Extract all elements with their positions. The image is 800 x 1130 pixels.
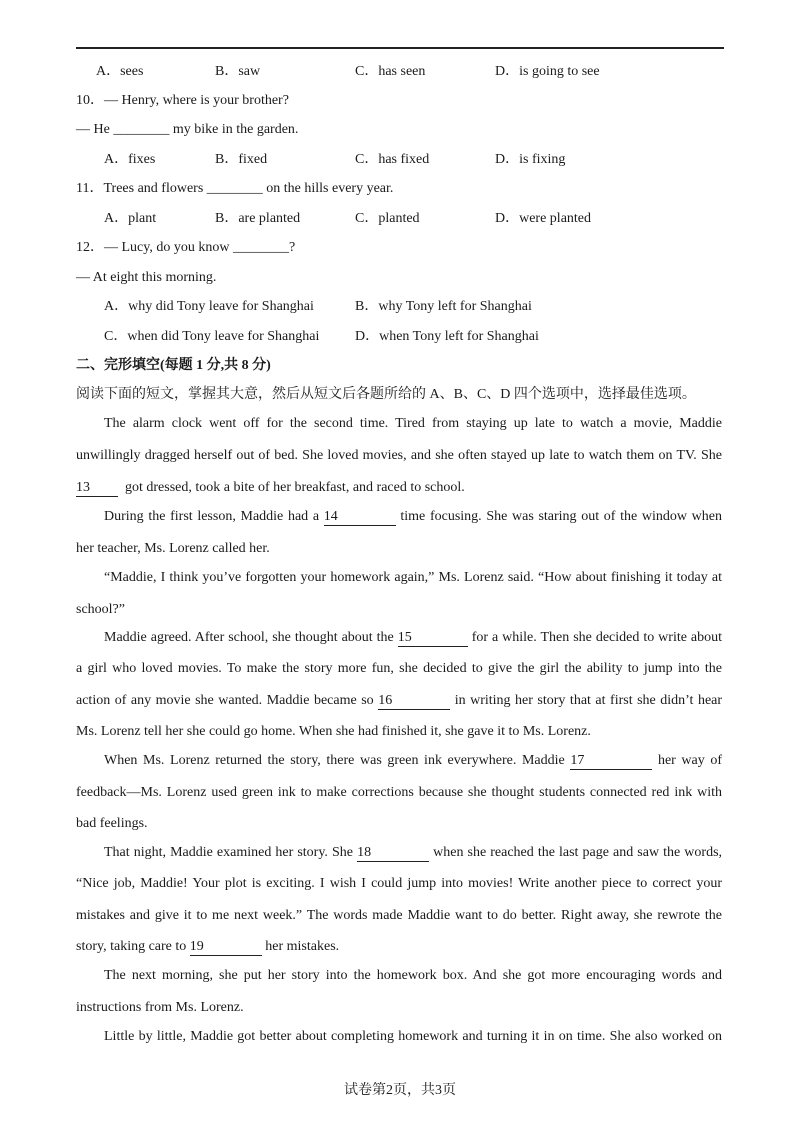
blank-16[interactable]: 16: [378, 693, 450, 710]
passage-text: story, taking care to: [76, 939, 187, 954]
blank-14[interactable]: 14: [324, 509, 396, 526]
passage-text: her way of: [657, 753, 723, 768]
passage-line: Ms. Lorenz tell her she could go home. When she had finished it, she gave it to Ms. Lorenz.: [76, 724, 591, 739]
q9-option-b[interactable]: B．saw: [215, 64, 261, 79]
section-instruction: 阅读下面的短文，掌握其大意，然后从短文后各题所给的 A、B、C、D 四个选项中，选择最佳选项。: [76, 387, 696, 402]
passage-line: a girl who loved movies. To make the story more fun, she decided to give the girl the ability to jump into the: [76, 661, 722, 676]
passage-line: [104, 507, 722, 527]
q9-option-c[interactable]: C．has seen: [355, 64, 426, 79]
blank-17[interactable]: 17: [570, 753, 652, 770]
passage-line: The next morning, she put her story into the homework box. And she got more encouraging words and: [104, 968, 722, 983]
q10-option-b[interactable]: B．fixed: [215, 152, 268, 167]
q10-prefix: — He: [76, 122, 110, 137]
q12-option-d[interactable]: D．when Tony left for Shanghai: [355, 329, 539, 344]
q9-option-d[interactable]: D．is going to see: [495, 64, 600, 79]
passage-text: Maddie agreed. After school, she thought about the: [104, 630, 394, 645]
q11-option-b[interactable]: B．are planted: [215, 211, 301, 226]
q10-option-d[interactable]: D．is fixing: [495, 152, 566, 167]
q12-option-a[interactable]: A．why did Tony leave for Shanghai: [104, 299, 314, 314]
q10-suffix: my bike in the garden.: [172, 122, 299, 137]
header-rule: [76, 47, 724, 49]
blank-18[interactable]: 18: [357, 845, 429, 862]
q10-option-c[interactable]: C．has fixed: [355, 152, 430, 167]
passage-line: [104, 628, 722, 648]
passage-line: bad feelings.: [76, 816, 148, 831]
blank-19[interactable]: 19: [190, 939, 262, 956]
passage-line: [76, 478, 722, 498]
blank-13[interactable]: 13: [76, 480, 118, 497]
q10-blank[interactable]: ________: [113, 122, 170, 137]
q11-prefix: 11．Trees and flowers: [76, 181, 204, 196]
q12-stem: [76, 238, 295, 258]
q9-option-a[interactable]: A．sees: [96, 64, 144, 79]
passage-text: in writing her story that at first she didn’t hear: [454, 693, 723, 708]
passage-line: feedback—Ms. Lorenz used green ink to make corrections because she thought students connected red ink with: [76, 785, 722, 800]
passage-line: instructions from Ms. Lorenz.: [76, 1000, 244, 1015]
passage-text: When Ms. Lorenz returned the story, there was green ink everywhere. Maddie: [104, 753, 565, 768]
q11-stem: [76, 179, 393, 199]
passage-text: action of any movie she wanted. Maddie became so: [76, 693, 374, 708]
passage-text: her mistakes.: [265, 939, 340, 954]
passage-line: “Nice job, Maddie! Your plot is exciting. I wish I could jump into movies! Write another piece to correct your: [76, 876, 722, 891]
q11-option-c[interactable]: C．planted: [355, 211, 420, 226]
passage-line: unwillingly dragged herself out of bed. She loved movies, and she often stayed up late to watch them on TV. She: [76, 448, 722, 463]
passage-line: The alarm clock went off for the second time. Tired from staying up late to watch a movie, Maddie: [104, 416, 722, 431]
passage-text: got dressed, took a bite of her breakfast, and raced to school.: [125, 480, 465, 495]
q12-option-b[interactable]: B．why Tony left for Shanghai: [355, 299, 532, 314]
passage-line: [104, 751, 722, 771]
q11-suffix: on the hills every year.: [266, 181, 394, 196]
section-heading: 二、完形填空(每题 1 分,共 8 分): [76, 358, 271, 373]
passage-line: “Maddie, I think you’ve forgotten your homework again,” Ms. Lorenz said. “How about finishing it today at: [104, 570, 722, 585]
passage-line: her teacher, Ms. Lorenz called her.: [76, 541, 270, 556]
q12-option-c[interactable]: C．when did Tony leave for Shanghai: [104, 329, 320, 344]
q12-prefix: 12．— Lucy, do you know: [76, 240, 230, 255]
passage-line: Little by little, Maddie got better about completing homework and turning it in on time. She also worked on: [104, 1029, 722, 1044]
q10-line2: [76, 120, 298, 140]
page-footer: 试卷第2页，共3页: [344, 1083, 456, 1098]
q12-suffix: ?: [288, 240, 296, 255]
passage-text: During the first lesson, Maddie had a: [104, 509, 320, 524]
q11-option-d[interactable]: D．were planted: [495, 211, 592, 226]
passage-line: [76, 937, 722, 957]
q12-answer: — At eight this morning.: [76, 270, 217, 285]
q12-blank[interactable]: ________: [232, 240, 289, 255]
passage-text: time focusing. She was staring out of the window when: [400, 509, 722, 524]
passage-line: [104, 843, 722, 863]
passage-text: That night, Maddie examined her story. She: [104, 845, 353, 860]
passage-text: for a while. Then she decided to write about: [471, 630, 723, 645]
q10-option-a[interactable]: A．fixes: [104, 152, 156, 167]
passage-line: mistakes and give it to me next week.” The words made Maddie want to do better. Right away, she rewrote the: [76, 908, 722, 923]
passage-line: [76, 691, 722, 711]
q11-blank[interactable]: ________: [206, 181, 263, 196]
blank-15[interactable]: 15: [398, 630, 468, 647]
q10-stem: 10．— Henry, where is your brother?: [76, 93, 289, 108]
passage-text: when she reached the last page and saw the words,: [433, 845, 723, 860]
passage-line: school?”: [76, 602, 125, 617]
q11-option-a[interactable]: A．plant: [104, 211, 157, 226]
